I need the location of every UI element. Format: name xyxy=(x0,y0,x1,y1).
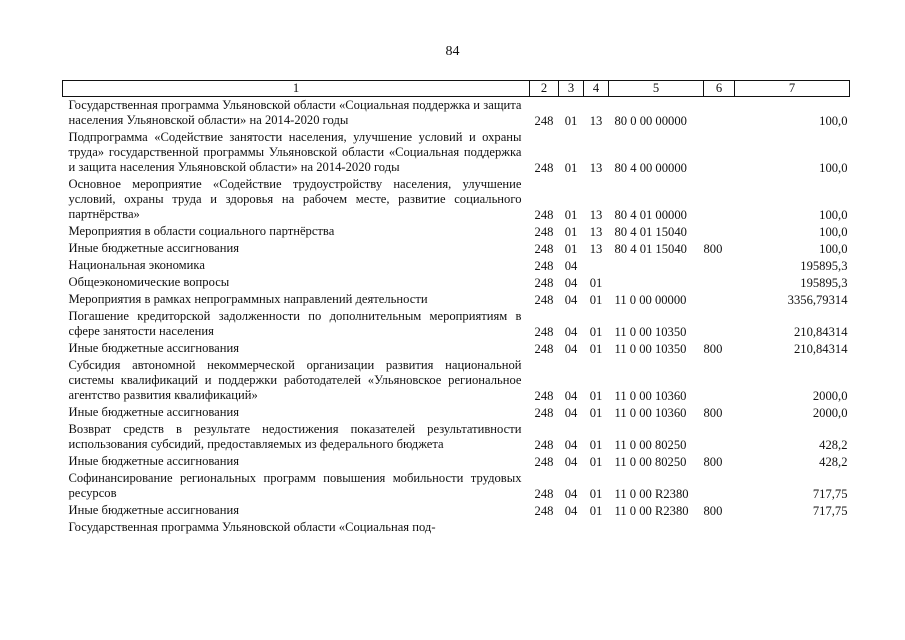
table-row xyxy=(63,357,850,404)
table-row xyxy=(63,502,850,519)
row-amount: 100,0 xyxy=(819,161,848,175)
row-code-ministry: 248 xyxy=(534,325,554,339)
row-name: Иные бюджетные ассигнования xyxy=(68,241,240,255)
table-row xyxy=(63,421,850,453)
row-code-section: 04 xyxy=(564,438,578,452)
row-code-expense-type xyxy=(704,223,735,240)
table-header-row xyxy=(63,81,850,97)
row-code-section: 04 xyxy=(564,389,578,403)
row-code-section: 01 xyxy=(564,242,578,256)
row-name: Государственная программа Ульяновской области «Социальная поддержка и защита населения Ульяновской области» на 2014-2020 годы xyxy=(68,98,522,127)
row-code-expense-type xyxy=(704,176,735,223)
column-header: 4 xyxy=(584,81,609,97)
row-code-ministry: 248 xyxy=(534,259,554,273)
table-row xyxy=(63,404,850,421)
row-code-section: 04 xyxy=(564,504,578,518)
row-code-subsection: 13 xyxy=(589,225,603,239)
row-code-target: 11 0 00 80250 xyxy=(614,438,687,452)
row-code-ministry: 248 xyxy=(534,342,554,356)
row-amount: 428,2 xyxy=(819,438,848,452)
row-code-subsection xyxy=(584,257,609,274)
row-code-target: 80 0 00 00000 xyxy=(614,114,687,128)
row-code-subsection: 01 xyxy=(589,406,603,420)
row-code-expense-type xyxy=(704,308,735,340)
row-code-section: 01 xyxy=(564,114,578,128)
row-code-section: 04 xyxy=(564,487,578,501)
row-code-ministry: 248 xyxy=(534,389,554,403)
table-row xyxy=(63,308,850,340)
row-code-ministry: 248 xyxy=(534,293,554,307)
row-code-section: 04 xyxy=(564,342,578,356)
row-code-section: 01 xyxy=(564,208,578,222)
row-amount: 3356,79314 xyxy=(787,293,848,307)
row-code-subsection: 01 xyxy=(589,504,603,518)
row-amount: 2000,0 xyxy=(812,389,848,403)
table-row xyxy=(63,470,850,502)
row-amount: 717,75 xyxy=(812,487,848,501)
page-number: 84 xyxy=(445,44,460,59)
row-amount: 195895,3 xyxy=(800,259,848,273)
row-code-ministry: 248 xyxy=(534,208,554,222)
row-amount: 210,84314 xyxy=(793,342,848,356)
row-code-target: 11 0 00 10350 xyxy=(614,325,687,339)
row-code-target: 80 4 01 15040 xyxy=(614,242,687,256)
row-code-subsection: 01 xyxy=(589,487,603,501)
row-code-target: 80 4 00 00000 xyxy=(614,161,687,175)
row-amount: 100,0 xyxy=(819,242,848,256)
row-code-section: 04 xyxy=(564,406,578,420)
row-code-subsection: 01 xyxy=(589,455,603,469)
row-code-expense-type xyxy=(704,291,735,308)
budget-table xyxy=(62,80,850,537)
row-code-section: 04 xyxy=(564,325,578,339)
row-name: Общеэкономические вопросы xyxy=(68,275,230,289)
row-code-expense-type xyxy=(704,470,735,502)
table-row xyxy=(63,291,850,308)
row-code-ministry: 248 xyxy=(534,114,554,128)
row-name: Государственная программа Ульяновской области «Социальная под- xyxy=(68,520,436,534)
row-amount: 210,84314 xyxy=(793,325,848,339)
row-name: Основное мероприятие «Содействие трудоустройству населения, улучшение условий, охраны труда и здоровья на рабочем месте, развитие социального партнёрства» xyxy=(68,177,522,221)
row-code-ministry: 248 xyxy=(534,487,554,501)
row-name: Подпрограмма «Содействие занятости населения, улучшение условий и охраны труда» государственной программы Ульяновской области «Социальная поддержка и защита населения Ульяновской области» на 2014-2020 годы xyxy=(68,130,522,174)
table-row xyxy=(63,129,850,176)
row-code-expense-type xyxy=(704,97,735,130)
column-header: 7 xyxy=(735,81,850,97)
column-header: 2 xyxy=(530,81,559,97)
row-code-target: 11 0 00 R2380 xyxy=(614,487,689,501)
row-code-target xyxy=(609,257,704,274)
table-row xyxy=(63,274,850,291)
row-name: Иные бюджетные ассигнования xyxy=(68,341,240,355)
row-code-expense-type xyxy=(704,274,735,291)
row-code-expense-type xyxy=(704,357,735,404)
row-amount xyxy=(735,519,850,537)
row-amount: 428,2 xyxy=(819,455,848,469)
row-code-section: 04 xyxy=(564,276,578,290)
row-name: Погашение кредиторской задолженности по дополнительным мероприятиям в сфере занятости населения xyxy=(68,309,522,338)
row-code-ministry xyxy=(530,519,559,537)
row-code-subsection: 13 xyxy=(589,242,603,256)
row-code-target: 11 0 00 00000 xyxy=(614,293,687,307)
row-code-target: 11 0 00 10350 xyxy=(614,342,687,356)
table-row xyxy=(63,519,850,537)
row-amount: 2000,0 xyxy=(812,406,848,420)
row-code-subsection: 13 xyxy=(589,161,603,175)
row-code-ministry: 248 xyxy=(534,504,554,518)
row-amount: 100,0 xyxy=(819,208,848,222)
row-code-target: 11 0 00 10360 xyxy=(614,406,687,420)
row-code-subsection: 01 xyxy=(589,325,603,339)
row-code-expense-type xyxy=(704,519,735,537)
row-name: Иные бюджетные ассигнования xyxy=(68,503,240,517)
row-code-target xyxy=(609,519,704,537)
row-code-section: 04 xyxy=(564,293,578,307)
row-code-section: 04 xyxy=(564,259,578,273)
row-code-target: 80 4 01 00000 xyxy=(614,208,687,222)
row-amount: 195895,3 xyxy=(800,276,848,290)
row-code-expense-type: 800 xyxy=(703,504,723,518)
row-code-target: 11 0 00 R2380 xyxy=(614,504,689,518)
row-code-target xyxy=(609,274,704,291)
column-header: 3 xyxy=(559,81,584,97)
row-code-section xyxy=(559,519,584,537)
row-name: Софинансирование региональных программ повышения мобильности трудовых ресурсов xyxy=(68,471,522,500)
column-header: 6 xyxy=(704,81,735,97)
row-code-subsection: 01 xyxy=(589,438,603,452)
row-code-expense-type xyxy=(704,257,735,274)
table-row xyxy=(63,223,850,240)
table-row xyxy=(63,453,850,470)
row-code-ministry: 248 xyxy=(534,242,554,256)
row-code-subsection: 13 xyxy=(589,114,603,128)
row-name: Мероприятия в рамках непрограммных направлений деятельности xyxy=(68,292,428,306)
row-code-expense-type: 800 xyxy=(703,406,723,420)
row-code-ministry: 248 xyxy=(534,225,554,239)
row-code-expense-type xyxy=(704,129,735,176)
row-amount: 100,0 xyxy=(819,225,848,239)
row-code-subsection: 13 xyxy=(589,208,603,222)
row-code-expense-type: 800 xyxy=(703,342,723,356)
row-code-ministry: 248 xyxy=(534,406,554,420)
row-name: Национальная экономика xyxy=(68,258,205,272)
row-code-ministry: 248 xyxy=(534,161,554,175)
row-code-section: 01 xyxy=(564,225,578,239)
row-amount: 100,0 xyxy=(819,114,848,128)
row-name: Субсидия автономной некоммерческой организации развития национальной системы квалификаций и поддержки работодателей «Ульяновское региональное агентство развития квалификаций» xyxy=(68,358,522,402)
row-code-subsection xyxy=(584,519,609,537)
row-code-ministry: 248 xyxy=(534,455,554,469)
table-row xyxy=(63,176,850,223)
row-code-subsection: 01 xyxy=(589,293,603,307)
row-code-target: 11 0 00 10360 xyxy=(614,389,687,403)
row-code-expense-type xyxy=(704,421,735,453)
row-code-target: 80 4 01 15040 xyxy=(614,225,687,239)
column-header: 5 xyxy=(609,81,704,97)
row-code-expense-type: 800 xyxy=(703,242,723,256)
table-row xyxy=(63,97,850,130)
row-name: Иные бюджетные ассигнования xyxy=(68,405,240,419)
table-row xyxy=(63,240,850,257)
row-code-subsection: 01 xyxy=(589,276,603,290)
row-code-expense-type: 800 xyxy=(703,455,723,469)
table-row xyxy=(63,257,850,274)
row-name: Мероприятия в области социального партнёрства xyxy=(68,224,335,238)
row-code-ministry: 248 xyxy=(534,438,554,452)
row-code-section: 04 xyxy=(564,455,578,469)
row-code-subsection: 01 xyxy=(589,389,603,403)
row-name: Иные бюджетные ассигнования xyxy=(68,454,240,468)
row-code-subsection: 01 xyxy=(589,342,603,356)
row-code-target: 11 0 00 80250 xyxy=(614,455,687,469)
row-code-section: 01 xyxy=(564,161,578,175)
row-code-ministry: 248 xyxy=(534,276,554,290)
column-header: 1 xyxy=(63,81,530,97)
table-row xyxy=(63,340,850,357)
row-name: Возврат средств в результате недостижения показателей результативности использования субсидий, предоставляемых из федерального бюджета xyxy=(68,422,522,451)
row-amount: 717,75 xyxy=(812,504,848,518)
